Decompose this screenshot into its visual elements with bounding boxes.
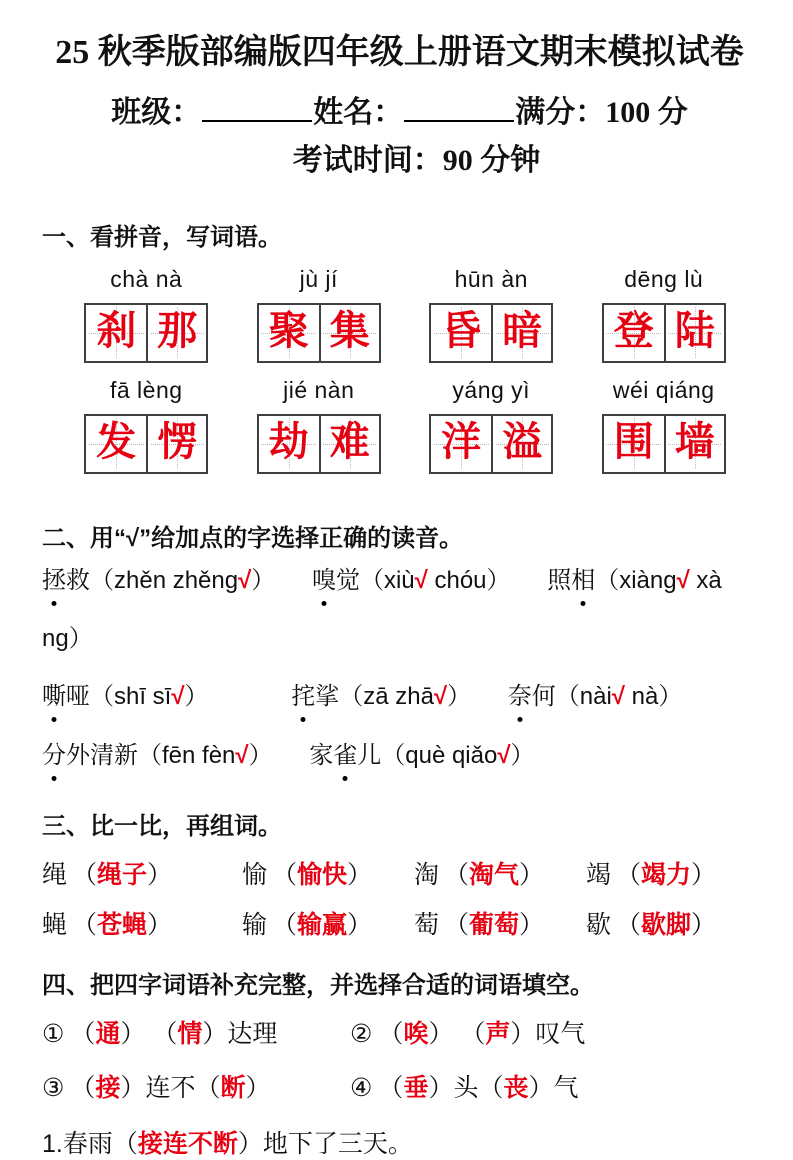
dotted-character: 相 xyxy=(571,566,596,594)
paren-open: （ xyxy=(444,861,470,890)
pronunciation-line-2 xyxy=(42,623,757,655)
option-text: （xiàng xyxy=(595,566,677,594)
page-title: 25 秋季版部编版四年级上册语文期末模拟试卷 xyxy=(55,34,744,71)
answer-character: 昏 xyxy=(441,308,482,353)
item-number: ① xyxy=(42,1020,65,1049)
idiom-text: ） （ xyxy=(120,1020,178,1049)
check-mark: √ xyxy=(238,566,252,594)
paren-open: （ xyxy=(616,861,642,890)
name-label: 姓名： xyxy=(313,95,404,129)
option-text: （shī sī xyxy=(90,683,172,711)
sentence-text: 地下了三天。 xyxy=(262,1130,413,1159)
write-cell xyxy=(431,416,491,472)
word-pair-item xyxy=(414,905,586,941)
pronunciation-item xyxy=(508,683,683,710)
write-cell xyxy=(664,416,724,472)
option-text: （nài xyxy=(555,683,612,711)
pinyin-word xyxy=(405,266,578,363)
answer-word: 绳子 xyxy=(97,861,148,890)
answer-character: 声 xyxy=(485,1020,511,1049)
idiom-text: ）叹气 xyxy=(510,1020,586,1049)
exam-info-line xyxy=(42,87,757,131)
option-text: ） xyxy=(184,683,209,711)
write-cell xyxy=(664,305,724,361)
word-pair-item xyxy=(42,905,242,941)
pinyin-word xyxy=(233,377,406,474)
option-text: （què qiǎo xyxy=(381,741,498,769)
answer-character: 聚 xyxy=(268,308,309,353)
pronunciation-line-4 xyxy=(42,740,757,772)
pronunciation-item xyxy=(547,567,722,594)
word-part: 家 xyxy=(309,741,334,769)
write-cell xyxy=(604,416,664,472)
option-text: ） xyxy=(510,741,535,769)
dotted-character: 分 xyxy=(42,741,66,769)
write-cell xyxy=(491,416,551,472)
answer-character: 墙 xyxy=(674,419,715,464)
word-part: 照 xyxy=(547,566,572,594)
pronunciation-line-3 xyxy=(42,681,757,713)
write-cell xyxy=(259,305,319,361)
paren-open: （ xyxy=(72,911,98,940)
dotted-character: 奈 xyxy=(507,683,532,711)
answer-character: 暗 xyxy=(502,308,543,353)
idiom-text: （ xyxy=(378,1020,404,1049)
pinyin-label: dēng lù xyxy=(624,265,704,292)
answer-character: 登 xyxy=(613,308,654,353)
pinyin-label: chà nà xyxy=(110,265,183,292)
item-number: ④ xyxy=(350,1074,373,1103)
section1-heading: 一、看拼音，写词语。 xyxy=(42,223,282,251)
option-text: ） xyxy=(251,566,276,594)
answer-boxes xyxy=(429,414,553,474)
base-character: 愉 xyxy=(242,861,268,890)
write-cell xyxy=(431,305,491,361)
pronunciation-item xyxy=(309,742,534,769)
base-character: 蝇 xyxy=(42,911,68,940)
base-character: 歇 xyxy=(586,911,612,940)
word-pair-item xyxy=(242,855,414,891)
answer-word: 苍蝇 xyxy=(97,911,148,940)
answer-character: 那 xyxy=(157,308,198,353)
answer-character: 洋 xyxy=(441,419,482,464)
section4-heading: 四、把四字词语补充完整，并选择合适的词语填空。 xyxy=(42,972,594,1000)
section1-row1 xyxy=(60,266,750,363)
paren-open: （ xyxy=(444,911,470,940)
pinyin-label: hūn àn xyxy=(454,265,528,292)
paren-open: （ xyxy=(72,861,98,890)
score-label: 满分：100 分 xyxy=(515,95,688,129)
check-mark: √ xyxy=(235,741,249,769)
option-text: xà xyxy=(689,566,722,594)
idiom-item xyxy=(42,1014,350,1050)
option-text: （xiù xyxy=(359,566,415,594)
write-cell xyxy=(86,305,146,361)
idiom-text: ） xyxy=(245,1074,271,1103)
answer-character: 断 xyxy=(220,1074,246,1103)
exam-time-label: 考试时间：90 分钟 xyxy=(292,143,541,177)
answer-character: 陆 xyxy=(674,308,715,353)
section2-heading: 二、用“√”给加点的字选择正确的读音。 xyxy=(42,524,464,552)
idiom-text: ）头（ xyxy=(428,1074,504,1103)
pinyin-label: wéi qiáng xyxy=(612,376,715,403)
pronunciation-item xyxy=(291,683,471,710)
idiom-text: （ xyxy=(70,1020,96,1049)
write-cell xyxy=(86,416,146,472)
paren-open: （ xyxy=(112,1130,138,1159)
paren-close: ） xyxy=(147,911,173,940)
word-pair-item xyxy=(414,855,586,891)
answer-character: 溢 xyxy=(502,419,543,464)
class-label: 班级： xyxy=(111,95,202,129)
answer-character: 丧 xyxy=(503,1074,529,1103)
write-cell xyxy=(491,305,551,361)
answer-character: 接 xyxy=(95,1074,121,1103)
answer-character: 愣 xyxy=(157,419,198,464)
pinyin-word xyxy=(233,266,406,363)
idiom-item xyxy=(42,1068,350,1104)
write-cell xyxy=(604,305,664,361)
base-character: 竭 xyxy=(586,861,612,890)
answer-word: 歇脚 xyxy=(641,911,692,940)
word-part: 儿 xyxy=(357,741,382,769)
idiom-item xyxy=(350,1014,757,1050)
answer-word: 淘气 xyxy=(469,861,520,890)
pronunciation-item xyxy=(42,683,209,710)
answer-character: 垂 xyxy=(403,1074,429,1103)
check-mark: √ xyxy=(611,683,625,711)
item-number: ③ xyxy=(42,1074,65,1103)
paren-close: ） xyxy=(347,911,373,940)
idiom-text: ） （ xyxy=(428,1020,486,1049)
check-mark: √ xyxy=(497,741,511,769)
paren-close: ） xyxy=(519,911,545,940)
fill-in-sentence xyxy=(42,1124,757,1160)
answer-boxes xyxy=(602,303,726,363)
name-blank xyxy=(404,92,514,122)
paren-close: ） xyxy=(519,861,545,890)
answer-word: 接连不断 xyxy=(137,1130,238,1159)
pinyin-word xyxy=(60,266,233,363)
answer-boxes xyxy=(602,414,726,474)
paren-close: ） xyxy=(147,861,173,890)
idiom-text: ）连不（ xyxy=(120,1074,221,1103)
option-text: （zā zhā xyxy=(339,683,434,711)
answer-word: 竭力 xyxy=(641,861,692,890)
answer-boxes xyxy=(429,303,553,363)
dotted-character: 嘶 xyxy=(42,683,66,711)
write-cell xyxy=(146,305,206,361)
answer-character: 难 xyxy=(329,419,370,464)
compare-words-grid xyxy=(42,855,757,941)
idiom-text: （ xyxy=(70,1074,96,1103)
answer-word: 愉快 xyxy=(297,861,348,890)
word-part: 何 xyxy=(531,683,556,711)
word-part: 外清新 xyxy=(66,741,138,769)
paren-close: ） xyxy=(691,911,717,940)
section3-heading: 三、比一比，再组词。 xyxy=(42,813,282,841)
answer-character: 集 xyxy=(329,308,370,353)
paren-open: （ xyxy=(272,861,298,890)
pronunciation-line-1 xyxy=(42,565,757,597)
answer-character: 情 xyxy=(177,1020,203,1049)
pinyin-label: jié nàn xyxy=(283,376,355,403)
answer-boxes xyxy=(84,414,208,474)
word-part: 挲 xyxy=(315,683,340,711)
word-pair-item xyxy=(242,905,414,941)
paren-close: ） xyxy=(691,861,717,890)
answer-boxes xyxy=(84,303,208,363)
answer-boxes xyxy=(257,414,381,474)
option-text: （fēn fèn xyxy=(138,741,236,769)
pronunciation-item xyxy=(312,567,511,594)
answer-character: 通 xyxy=(95,1020,121,1049)
option-text: chóu） xyxy=(427,566,511,594)
dotted-character: 嗅 xyxy=(311,566,336,594)
paren-open: （ xyxy=(272,911,298,940)
pinyin-word xyxy=(578,266,751,363)
option-text: （zhěn zhěng xyxy=(90,566,239,594)
answer-character: 刹 xyxy=(96,308,137,353)
word-part: 救 xyxy=(66,566,90,594)
answer-character: 唉 xyxy=(403,1020,429,1049)
sentence-text: 1.春雨 xyxy=(42,1130,113,1159)
answer-boxes xyxy=(257,303,381,363)
dotted-character: 挓 xyxy=(291,683,316,711)
answer-character: 发 xyxy=(96,419,137,464)
idiom-item xyxy=(350,1068,757,1104)
section1-row2 xyxy=(60,377,750,474)
idiom-text: ）达理 xyxy=(202,1020,278,1049)
dotted-character: 拯 xyxy=(42,566,66,594)
pronunciation-item xyxy=(42,567,275,594)
write-cell xyxy=(319,305,379,361)
check-mark: √ xyxy=(433,683,448,711)
paren-open: （ xyxy=(616,911,642,940)
word-pair-item xyxy=(586,905,757,941)
base-character: 绳 xyxy=(42,861,68,890)
option-text: nà） xyxy=(624,683,683,711)
wrapped-text: ng） xyxy=(42,624,93,652)
word-pair-item xyxy=(42,855,242,891)
idiom-text: ）气 xyxy=(528,1074,579,1103)
option-text: ） xyxy=(248,741,273,769)
check-mark: √ xyxy=(171,683,185,711)
write-cell xyxy=(259,416,319,472)
dotted-character: 雀 xyxy=(333,741,358,769)
answer-word: 输赢 xyxy=(297,911,348,940)
word-pair-item xyxy=(586,855,757,891)
pinyin-word xyxy=(60,377,233,474)
pronunciation-item xyxy=(42,742,273,769)
base-character: 淘 xyxy=(414,861,440,890)
pinyin-word xyxy=(578,377,751,474)
answer-character: 围 xyxy=(613,419,654,464)
word-part: 觉 xyxy=(335,566,360,594)
idiom-grid xyxy=(42,1014,757,1104)
answer-character: 劫 xyxy=(268,419,309,464)
option-text: ） xyxy=(447,683,472,711)
base-character: 萄 xyxy=(414,911,440,940)
write-cell xyxy=(319,416,379,472)
class-blank xyxy=(202,92,312,122)
write-cell xyxy=(146,416,206,472)
check-mark: √ xyxy=(414,566,428,594)
pinyin-label: fā lèng xyxy=(109,376,183,403)
pinyin-label: jù jí xyxy=(299,265,338,292)
word-part: 哑 xyxy=(66,683,90,711)
pinyin-label: yáng yì xyxy=(452,376,531,403)
item-number: ② xyxy=(350,1020,373,1049)
paren-close: ） xyxy=(347,861,373,890)
answer-word: 葡萄 xyxy=(469,911,520,940)
pinyin-word xyxy=(405,377,578,474)
base-character: 输 xyxy=(242,911,268,940)
paren-close: ） xyxy=(237,1130,263,1159)
check-mark: √ xyxy=(676,566,690,594)
idiom-text: （ xyxy=(378,1074,404,1103)
